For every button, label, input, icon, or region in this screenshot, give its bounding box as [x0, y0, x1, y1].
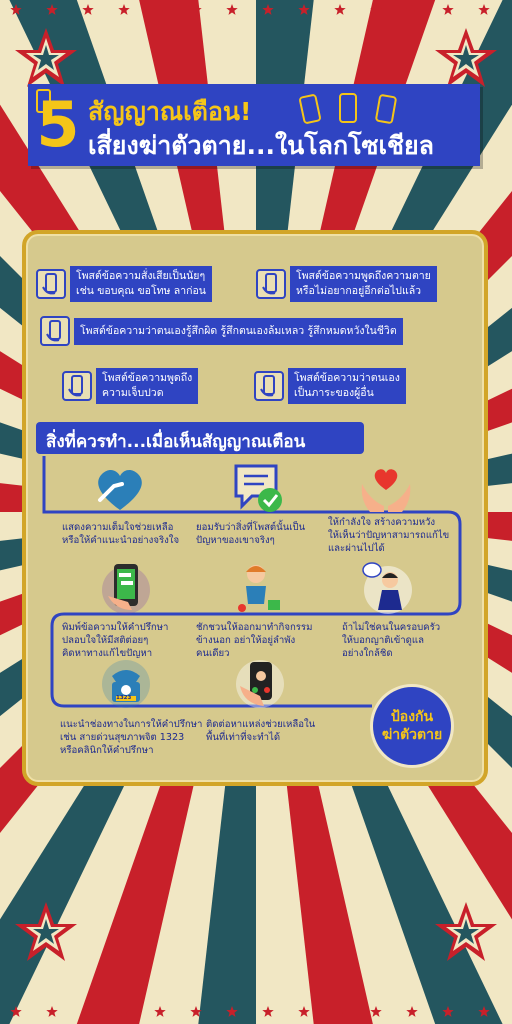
step-line: ให้กำลังใจ สร้างความหวัง [328, 517, 436, 528]
step-3-text [328, 516, 449, 555]
step-line: ข้างนอก อย่าให้อยู่ลำพัง [196, 635, 296, 646]
person-activity-icon [232, 560, 288, 616]
step-6-text [342, 621, 440, 660]
step-line: แสดงความเต็มใจช่วยเหลือ [62, 522, 174, 533]
phone-call-hand-icon [232, 656, 288, 712]
step-line: เช่น สายด่วนสุขภาพจิต 1323 [60, 732, 185, 743]
heart-hand-icon [92, 460, 148, 516]
step-line: ชักชวนให้ออกมาทำกิจกรรม [196, 622, 313, 633]
closing-line1: ป้องกัน [390, 709, 434, 725]
warning-sign-line1: โพสต์ข้อความพูดถึงความตาย [296, 270, 431, 282]
step-8-text [206, 718, 315, 744]
step-line: พิมพ์ข้อความให้คำปรึกษา [62, 622, 169, 633]
warning-sign-line2: ความเจ็บปวด [102, 387, 164, 399]
phone-chat-icon [98, 560, 154, 616]
section-title: สิ่งที่ควรทำ...เมื่อเห็นสัญญาณเตือน [46, 432, 306, 452]
step-2-text [196, 521, 305, 547]
warning-sign-line1: โพสต์ข้อความว่าตนเอง [294, 372, 400, 384]
header-title-line1: สัญญาณเตือน! [88, 97, 252, 126]
hotline-phone-icon [98, 656, 154, 712]
step-line: แนะนำช่องทางในการให้คำปรึกษา [60, 719, 203, 730]
step-5-text [196, 621, 312, 660]
step-line: ยอมรับว่าสิ่งที่โพสต์นั้นเป็น [196, 522, 306, 533]
hands-heart-icon [358, 460, 414, 516]
step-line: หรือคลินิกให้คำปรึกษา [60, 745, 154, 756]
warning-sign-line1: โพสต์ข้อความสั่งเสียเป็นนัยๆ [76, 270, 206, 282]
warning-sign-line1: โพสต์ข้อความพูดถึง [102, 372, 193, 384]
person-talk-icon [360, 560, 416, 616]
step-line: พื้นที่เท่าที่จะทำได้ [206, 732, 281, 743]
closing-badge [370, 684, 454, 768]
step-1-text [62, 521, 179, 547]
step-line: ปลอบใจให้มีสติต่อยๆ [62, 635, 149, 646]
step-line: คิดหาทางแก้ไขปัญหา [62, 648, 153, 659]
step-line: ปัญหาของเขาจริงๆ [196, 535, 275, 546]
step-line: หรือให้คำแนะนำอย่างจริงใจ [62, 535, 180, 546]
step-line: ติดต่อหาแหล่งช่วยเหลือใน [206, 719, 316, 730]
warning-sign-line2: เช่น ขอบคุณ ขอโทษ ลาก่อน [76, 285, 206, 297]
warning-sign-line2: หรือไม่อยากอยู่อีกต่อไปแล้ว [296, 285, 422, 297]
warning-sign-line2: เป็นภาระของผู้อื่น [294, 387, 374, 399]
step-7-text [60, 718, 202, 757]
closing-line2: ฆ่าตัวตาย [381, 727, 443, 743]
step-line: ถ้าไม่ใช่คนในครอบครัว [342, 622, 441, 633]
message-check-icon [230, 460, 286, 516]
step-line: ให้บอกญาติเข้าดูแล [342, 635, 424, 646]
step-4-text [62, 621, 168, 660]
step-line: ให้เห็นว่าปัญหาสามารถแก้ไข [328, 530, 450, 541]
hotline-badge-number: 1323 [116, 695, 132, 701]
header-number: 5 [36, 88, 80, 161]
step-line: คนเดียว [196, 648, 230, 659]
step-line: อย่างใกล้ชิด [342, 648, 393, 659]
warning-sign-line1: โพสต์ข้อความว่าตนเองรู้สึกผิด รู้สึกตนเองล้มเหลว รู้สึกหมดหวังในชีวิต [80, 324, 397, 337]
step-line: และผ่านไปได้ [328, 543, 385, 554]
header-title-line2: เสี่ยงฆ่าตัวตาย...ในโลกโซเชียล [88, 131, 434, 160]
